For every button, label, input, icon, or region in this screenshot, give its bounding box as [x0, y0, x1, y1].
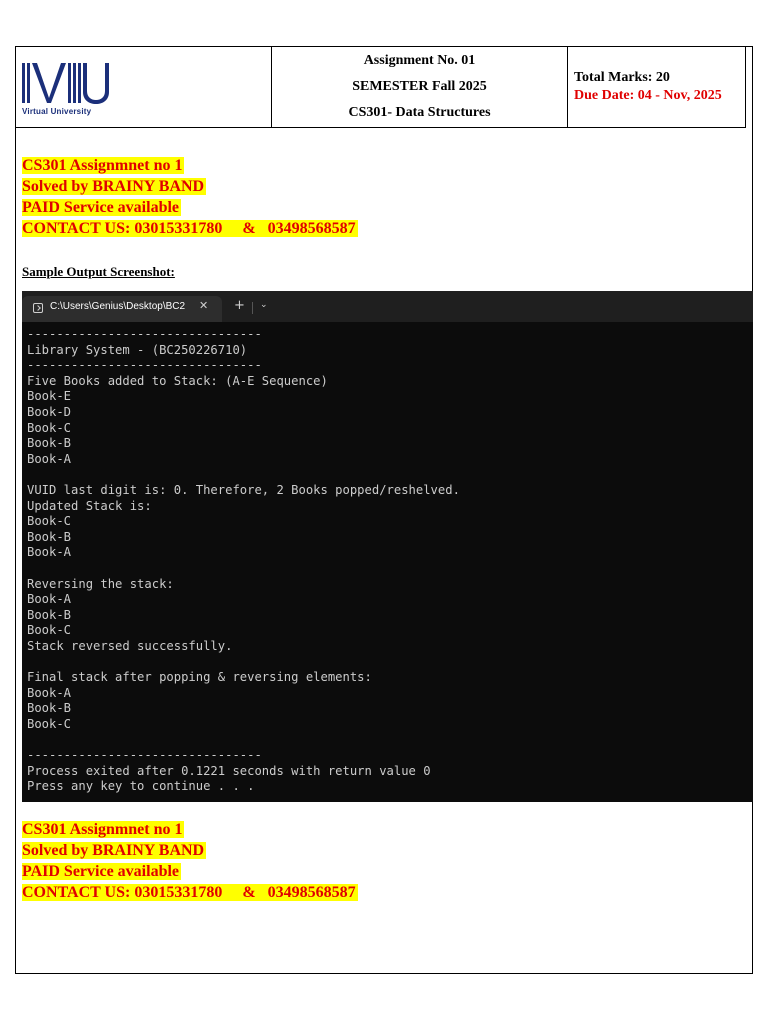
console-line: Book-D: [27, 404, 72, 419]
due-date: Due Date: 04 - Nov, 2025: [574, 88, 722, 103]
assignment-header: [15, 46, 746, 128]
console-line: Stack reversed successfully.: [27, 638, 233, 653]
console-line: Final stack after popping & reversing elements:: [27, 670, 372, 685]
terminal-tab[interactable]: [22, 296, 222, 322]
logo-cell: [16, 47, 272, 128]
console-line: [27, 561, 753, 577]
console-line: Book-C: [27, 420, 72, 435]
console-line: [27, 467, 753, 483]
console-line: Book-A: [27, 545, 72, 560]
console-line: [27, 654, 753, 670]
console-line: Process exited after 0.1221 seconds with return value 0: [27, 763, 431, 778]
console-line: --------------------------------: [27, 327, 262, 341]
console-line: --------------------------------: [27, 748, 262, 763]
console-line: Book-C: [27, 623, 72, 638]
terminal-screenshot: [22, 291, 753, 802]
console-line: Updated Stack is:: [27, 498, 152, 513]
console-output: [22, 322, 753, 795]
console-line: Five Books added to Stack: (A-E Sequence): [27, 373, 328, 388]
promo-title: CS301 Assignmnet no 1: [22, 157, 183, 174]
sample-output-label: Sample Output Screenshot:: [22, 264, 175, 279]
console-line: VUID last digit is: 0. Therefore, 2 Books popped/reshelved.: [27, 482, 460, 497]
plus-icon[interactable]: +: [234, 298, 245, 313]
assignment-title-cell: [272, 47, 568, 128]
chevron-down-icon[interactable]: ⌄: [260, 300, 268, 310]
promo-title: CS301 Assignmnet no 1: [22, 821, 183, 838]
console-line: Book-E: [27, 389, 72, 404]
semester: SEMESTER Fall 2025: [352, 79, 487, 94]
console-line: Library System - (BC250226710): [27, 342, 248, 357]
tab-separator: [252, 302, 253, 314]
console-line: Book-B: [27, 529, 72, 544]
terminal-tab-bar: [22, 291, 753, 322]
marks-cell: [568, 47, 746, 128]
console-line: Book-B: [27, 701, 72, 716]
logo-text: Virtual University: [22, 107, 92, 116]
console-line: Book-A: [27, 592, 72, 607]
console-line: --------------------------------: [27, 358, 262, 373]
console-line: Book-A: [27, 685, 72, 700]
promo-contact: CONTACT US: 03015331780 & 03498568587: [22, 884, 356, 901]
promo-contact: CONTACT US: 03015331780 & 03498568587: [22, 220, 356, 237]
console-line: Reversing the stack:: [27, 576, 174, 591]
total-marks: Total Marks: 20: [574, 70, 670, 85]
console-line: Press any key to continue . . .: [27, 779, 255, 794]
terminal-tab-title: C:\Users\Genius\Desktop\BC2: [50, 301, 186, 312]
assignment-number: Assignment No. 01: [363, 53, 476, 68]
close-icon[interactable]: ✕: [199, 299, 209, 312]
promo-service: PAID Service available: [22, 199, 180, 216]
vu-logo-mark: [20, 54, 110, 108]
console-line: Book-C: [27, 716, 72, 731]
course-title: CS301- Data Structures: [348, 105, 491, 120]
console-line: Book-A: [27, 451, 72, 466]
promo-block-bottom: [22, 819, 358, 903]
console-line: [27, 732, 753, 748]
promo-solved-by: Solved by BRAINY BAND: [22, 178, 205, 195]
promo-solved-by: Solved by BRAINY BAND: [22, 842, 205, 859]
terminal-icon: [33, 303, 43, 313]
vu-logo: [20, 52, 130, 122]
console-line: Book-B: [27, 436, 72, 451]
console-line: Book-C: [27, 514, 72, 529]
promo-block-top: [22, 155, 358, 239]
promo-service: PAID Service available: [22, 863, 180, 880]
console-line: Book-B: [27, 607, 72, 622]
